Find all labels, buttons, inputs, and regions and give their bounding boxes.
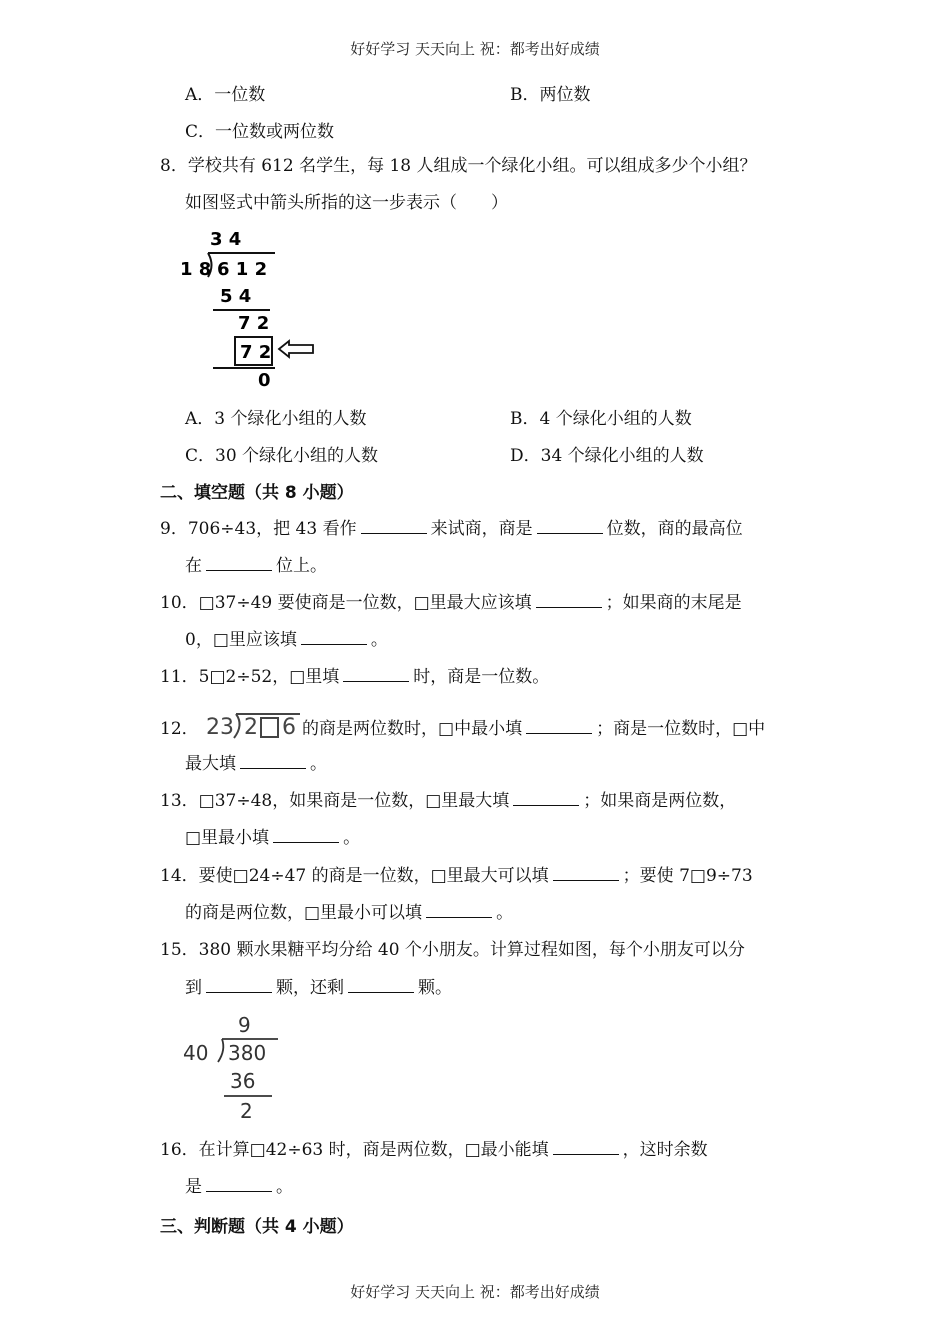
q14-text-4: 。 bbox=[496, 903, 514, 923]
q12-dividend-a: 2 bbox=[244, 715, 259, 740]
q8-line-1: 8．学校共有 612 名学生，每 18 人组成一个绿化小组。可以组成多少个小组？ bbox=[160, 156, 757, 176]
q15-text-3: 颗，还剩 bbox=[276, 978, 344, 998]
q14-text-3: 的商是两位数，□里最小可以填 bbox=[185, 903, 423, 923]
q12-text-5: 。 bbox=[310, 754, 327, 774]
q9-text-5: 位上。 bbox=[276, 556, 327, 576]
q8-option-b: B．4 个绿化小组的人数 bbox=[510, 409, 692, 429]
q12-blank-2[interactable] bbox=[240, 752, 306, 769]
q12-text-1: 12． bbox=[160, 719, 199, 739]
q8-divisor: 1 8 bbox=[180, 259, 212, 280]
q15-quotient: 9 bbox=[238, 1013, 251, 1037]
q8-option-d: D．34 个绿化小组的人数 bbox=[510, 446, 704, 466]
q12-text-3: ；商是一位数时，□中 bbox=[596, 719, 766, 739]
q13-text-2: ；如果商是两位数， bbox=[583, 791, 737, 811]
q9-text-2: 来试商，商是 bbox=[430, 519, 533, 539]
q15-dividend: 380 bbox=[228, 1041, 267, 1065]
q15-line-1: 15．380 颗水果糖平均分给 40 个小朋友。计算过程如图，每个小朋友可以分 bbox=[160, 940, 745, 960]
q13-line-1 bbox=[160, 789, 736, 812]
q10-text-3: 0，□里应该填 bbox=[185, 630, 297, 650]
q9-line-1 bbox=[160, 517, 743, 540]
q15-blank-2[interactable] bbox=[348, 976, 414, 993]
q15-line-2 bbox=[185, 976, 452, 999]
q12-text-2: 的商是两位数时，□中最小填 bbox=[302, 719, 523, 739]
q12-divisor: 23 bbox=[206, 715, 235, 740]
q13-text-4: 。 bbox=[343, 828, 361, 848]
q16-line-1 bbox=[160, 1138, 708, 1161]
q16-line-2 bbox=[185, 1175, 293, 1198]
q7-option-c: C．一位数或两位数 bbox=[185, 122, 335, 142]
q9-line-2 bbox=[185, 554, 327, 577]
q16-blank-1[interactable] bbox=[553, 1138, 619, 1155]
q15-text-4: 颗。 bbox=[418, 978, 452, 998]
q8-remainder: 0 bbox=[258, 370, 271, 391]
arrow-left-icon bbox=[279, 341, 313, 357]
q11-text-2: 时，商是一位数。 bbox=[413, 667, 550, 687]
q7-option-a: A．一位数 bbox=[185, 85, 266, 105]
q16-text-2: ，这时余数 bbox=[622, 1140, 708, 1160]
q8-quotient: 3 4 bbox=[210, 229, 242, 250]
q8-long-division-figure bbox=[175, 225, 325, 395]
q16-text-3: 是 bbox=[185, 1177, 202, 1197]
q14-blank-2[interactable] bbox=[426, 901, 492, 918]
q8-line-2: 如图竖式中箭头所指的这一步表示（ ） bbox=[185, 193, 508, 213]
q8-step-2: 7 2 bbox=[238, 313, 270, 334]
section-2-title: 二、填空题（共 8 小题） bbox=[160, 483, 354, 503]
q9-blank-3[interactable] bbox=[206, 554, 272, 571]
q13-line-2 bbox=[185, 826, 360, 849]
q9-text-3: 位数，商的最高位 bbox=[606, 519, 743, 539]
q15-divisor: 40 bbox=[183, 1041, 209, 1065]
q14-line-1 bbox=[160, 864, 753, 887]
q15-long-division-figure bbox=[180, 1012, 290, 1124]
q12-dividend-b: 6 bbox=[282, 715, 297, 740]
q14-text-1: 14．要使□24÷47 的商是一位数，□里最大可以填 bbox=[160, 866, 549, 886]
q9-text-1: 9．706÷43，把 43 看作 bbox=[160, 519, 357, 539]
q10-blank-2[interactable] bbox=[301, 628, 367, 645]
q15-step-1: 36 bbox=[230, 1069, 256, 1093]
q7-option-b: B．两位数 bbox=[510, 85, 591, 105]
q12-empty-box bbox=[261, 718, 278, 737]
q10-text-4: 。 bbox=[370, 630, 388, 650]
q12-blank-1[interactable] bbox=[526, 717, 592, 734]
q10-text-1: 10．□37÷49 要使商是一位数，□里最大应该填 bbox=[160, 593, 532, 613]
q14-blank-1[interactable] bbox=[553, 864, 619, 881]
q12-division-figure bbox=[204, 712, 302, 740]
q11-line-1 bbox=[160, 665, 549, 688]
q8-option-c: C．30 个绿化小组的人数 bbox=[185, 446, 379, 466]
q9-blank-1[interactable] bbox=[361, 517, 427, 534]
q11-text-1: 11．5□2÷52，□里填 bbox=[160, 667, 340, 687]
q13-text-3: □里最小填 bbox=[185, 828, 270, 848]
q14-text-2: ；要使 7□9÷73 bbox=[622, 866, 753, 886]
q10-line-2 bbox=[185, 628, 388, 651]
q9-blank-2[interactable] bbox=[537, 517, 603, 534]
page-header: 好好学习 天天向上 祝：都考出好成绩 bbox=[350, 40, 600, 58]
page-footer: 好好学习 天天向上 祝：都考出好成绩 bbox=[350, 1283, 600, 1301]
q13-text-1: 13．□37÷48，如果商是一位数，□里最大填 bbox=[160, 791, 510, 811]
q8-step-1: 5 4 bbox=[220, 286, 252, 307]
q13-blank-1[interactable] bbox=[513, 789, 579, 806]
q12-line-1 bbox=[160, 712, 765, 740]
q16-blank-2[interactable] bbox=[206, 1175, 272, 1192]
q13-blank-2[interactable] bbox=[273, 826, 339, 843]
q11-blank-1[interactable] bbox=[343, 665, 409, 682]
q10-text-2: ；如果商的末尾是 bbox=[605, 593, 742, 613]
q8-step-3: 7 2 bbox=[240, 342, 272, 363]
section-3-title: 三、判断题（共 4 小题） bbox=[160, 1217, 354, 1237]
q8-option-a: A．3 个绿化小组的人数 bbox=[185, 409, 367, 429]
q15-blank-1[interactable] bbox=[206, 976, 272, 993]
q14-line-2 bbox=[185, 901, 513, 924]
q12-text-4: 最大填 bbox=[185, 754, 236, 774]
q15-text-2: 到 bbox=[185, 978, 202, 998]
q9-text-4: 在 bbox=[185, 556, 202, 576]
q10-line-1 bbox=[160, 591, 742, 614]
q15-remainder: 2 bbox=[240, 1099, 253, 1123]
q10-blank-1[interactable] bbox=[536, 591, 602, 608]
q16-text-4: 。 bbox=[276, 1177, 293, 1197]
q12-line-2 bbox=[185, 752, 327, 775]
q16-text-1: 16．在计算□42÷63 时，商是两位数，□最小能填 bbox=[160, 1140, 549, 1160]
q8-dividend: 6 1 2 bbox=[217, 259, 268, 280]
